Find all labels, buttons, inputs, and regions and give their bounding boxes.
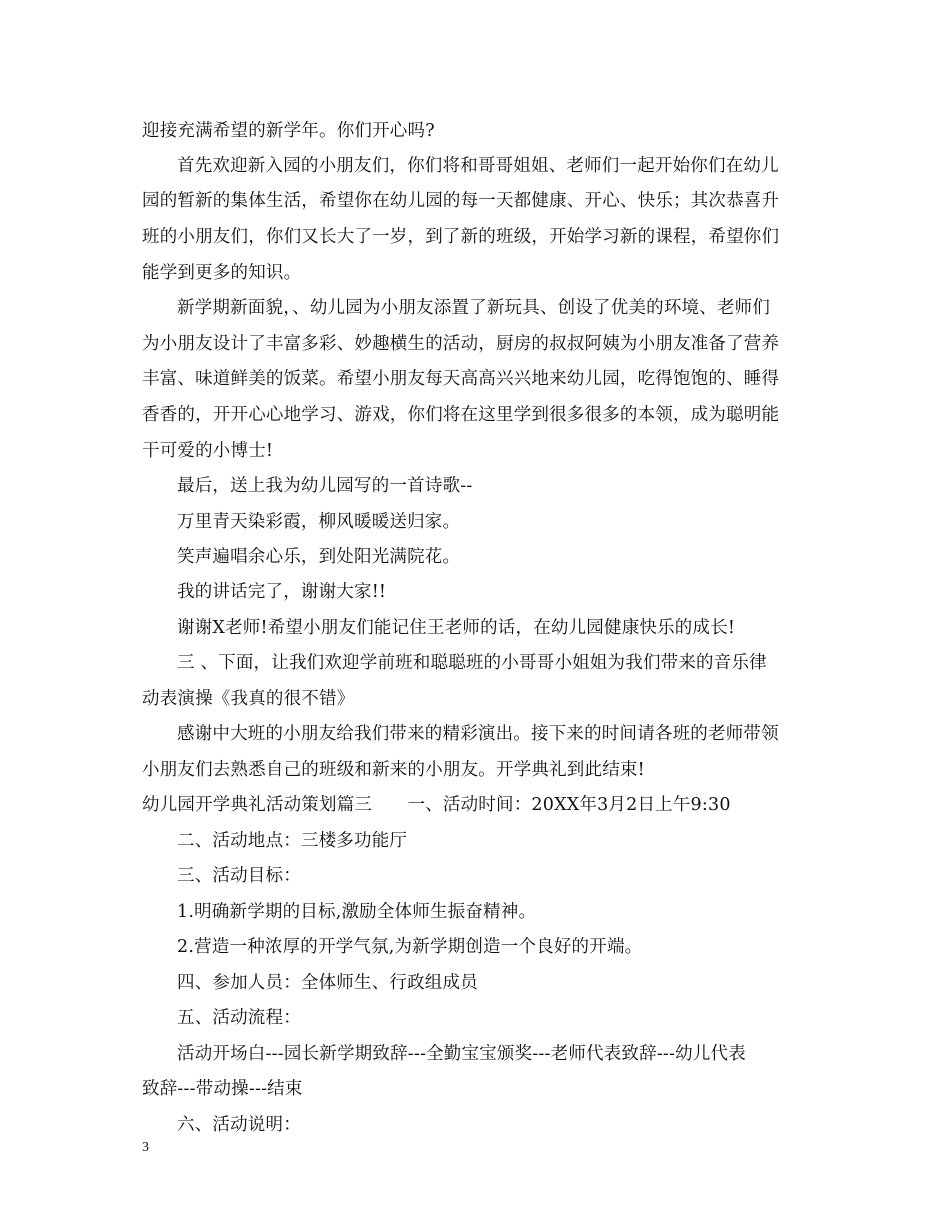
text-line: 能学到更多的知识。 — [142, 263, 302, 283]
text-line: 干可爱的小博士! — [142, 441, 274, 461]
paragraph-line: 最后，送上我为幼儿园写的一首诗歌-- — [177, 476, 473, 496]
text-line: 园的暂新的集体生活，希望你在幼儿园的每一天都健康、开心、快乐；其次恭喜升 — [142, 191, 780, 211]
text-line: 迎接充满希望的新学年。你们开心吗? — [142, 121, 435, 141]
text-line: 为小朋友设计了丰富多彩、妙趣横生的活动，厨房的叔叔阿姨为小朋友准备了营养 — [142, 334, 780, 354]
paragraph-line: 三 、下面，让我们欢迎学前班和聪聪班的小哥哥小姐姐为我们带来的音乐律 — [177, 653, 767, 673]
list-item: 六、活动说明： — [177, 1115, 301, 1135]
page-number: 3 — [142, 1140, 149, 1155]
paragraph-line: 感谢中大班的小朋友给我们带来的精彩演出。接下来的时间请各班的老师带领 — [177, 724, 779, 744]
paragraph-line: 首先欢迎新入园的小朋友们，你们将和哥哥姐姐、老师们一起开始你们在幼儿 — [177, 156, 779, 176]
poem-line: 万里青天染彩霞，柳风暖暖送归家。 — [177, 512, 461, 532]
list-item: 2.营造一种浓厚的开学气氛,为新学期创造一个良好的开端。 — [177, 937, 643, 957]
poem-line: 笑声遍唱余心乐，到处阳光满院花。 — [177, 547, 461, 567]
text-line: 班的小朋友们，你们又长大了一岁，到了新的班级，开始学习新的课程，希望你们 — [142, 227, 780, 247]
list-item: 二、活动地点：三楼多功能厅 — [177, 831, 408, 851]
list-item: 三、活动目标： — [177, 866, 301, 886]
paragraph-line: 新学期新面貌，、幼儿园为小朋友添置了新玩具、创设了优美的环境、老师们 — [177, 298, 771, 318]
paragraph-line: 谢谢X老师!希望小朋友们能记住王老师的话，在幼儿园健康快乐的成长! — [177, 618, 736, 638]
text-line: 香香的，开开心心地学习、游戏，你们将在这里学到很多很多的本领，成为聪明能 — [142, 405, 780, 425]
text-line: 小朋友们去熟悉自己的班级和新来的小朋友。开学典礼到此结束! — [142, 760, 645, 780]
text-line: 动表演操《我真的很不错》 — [142, 689, 355, 709]
list-item: 四、参加人员：全体师生、行政组成员 — [177, 973, 478, 993]
text-line: 致辞---带动操---结束 — [142, 1079, 303, 1099]
section-heading: 幼儿园开学典礼活动策划篇三 一、活动时间：20XX年3月2日上午9:30 — [142, 795, 731, 815]
list-item: 五、活动流程： — [177, 1008, 301, 1028]
paragraph-line: 活动开场白---园长新学期致辞---全勤宝宝颁奖---老师代表致辞---幼儿代表 — [177, 1044, 746, 1064]
list-item: 1.明确新学期的目标,激励全体师生振奋精神。 — [177, 902, 537, 922]
text-line: 丰富、味道鲜美的饭菜。希望小朋友每天高高兴兴地来幼儿园，吃得饱饱的、睡得 — [142, 369, 780, 389]
paragraph-line: 我的讲话完了，谢谢大家!! — [177, 582, 387, 602]
